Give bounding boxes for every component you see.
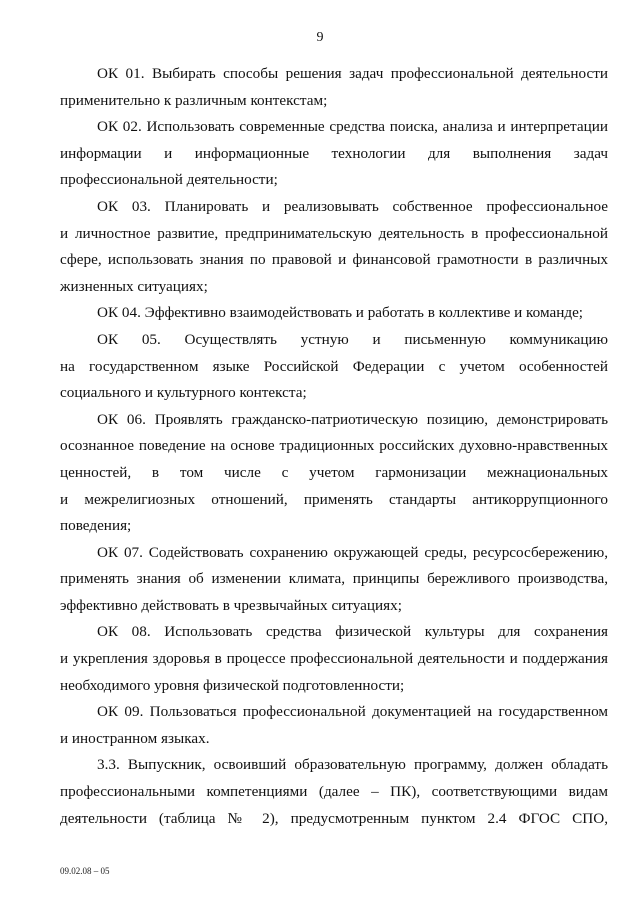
paragraph-line: и иностранном языках. [60,729,210,747]
paragraph-line: социального и культурного контекста; [60,384,307,402]
paragraph-line: и личностное развитие, предпринимательскую деятельность в профессиональной [60,224,608,242]
paragraph-line: информации и информационные технологии для выполнения задач [60,144,608,162]
document-body [60,61,608,832]
paragraph [60,114,608,194]
paragraph-line: поведения; [60,517,132,535]
paragraph-line: сфере, использовать знания по правовой и финансовой грамотности в различных [60,251,608,269]
paragraph [60,407,608,540]
footer-document-code: 09.02.08 – 05 [60,866,110,876]
paragraph-line: профессиональными компетенциями (далее – ПК), соответствующими видам [60,783,608,801]
paragraph [60,327,608,407]
paragraph-line: деятельности (таблица № 2), предусмотренным пунктом 2.4 ФГОС СПО, [60,809,608,827]
paragraph-line: жизненных ситуациях; [60,277,208,295]
paragraph-line: ОК 02. Использовать современные средства поиска, анализа и интерпретации [97,118,608,136]
paragraph-line: ОК 04. Эффективно взаимодействовать и работать в коллективе и команде; [97,304,584,322]
paragraph [60,194,608,300]
paragraph-line: ценностей, в том числе с учетом гармонизации межнациональных [60,463,608,481]
paragraph-line: 3.3. Выпускник, освоивший образовательную программу, должен обладать [97,756,608,774]
paragraph-line: применять знания об изменении климата, принципы бережливого производства, [60,570,608,588]
paragraph-line: применительно к различным контекстам; [60,91,328,109]
paragraph-line: ОК 07. Содействовать сохранению окружающей среды, ресурсосбережению, [97,543,608,561]
paragraph-line: ОК 03. Планировать и реализовывать собственное профессиональное [97,197,608,215]
paragraph-line: эффективно действовать в чрезвычайных ситуациях; [60,596,402,614]
paragraph-line: ОК 08. Использовать средства физической культуры для сохранения [97,623,608,641]
paragraph [60,699,608,752]
page-number: 9 [316,30,324,45]
paragraph-line: профессиональной деятельности; [60,171,278,189]
paragraph [60,300,608,327]
paragraph-line: ОК 01. Выбирать способы решения задач профессиональной деятельности [97,65,608,82]
paragraph-line: и межрелигиозных отношений, применять стандарты антикоррупционного [60,490,608,508]
paragraph-line: ОК 06. Проявлять гражданско-патриотическую позицию, демонстрировать [97,410,608,428]
paragraph-line: и укрепления здоровья в процессе профессиональной деятельности и поддержания [60,650,608,668]
paragraph-line: ОК 05. Осуществлять устную и письменную коммуникацию [97,330,608,348]
paragraph-line: на государственном языке Российской Федерации с учетом особенностей [60,357,608,375]
paragraph-line: ОК 09. Пользоваться профессиональной документацией на государственном [97,703,608,721]
paragraph [60,540,608,620]
paragraph [60,61,608,114]
paragraph-line: необходимого уровня физической подготовленности; [60,676,405,694]
paragraph [60,752,608,832]
paragraph [60,619,608,699]
paragraph-line: осознанное поведение на основе традиционных российских духовно-нравственных [60,437,608,455]
